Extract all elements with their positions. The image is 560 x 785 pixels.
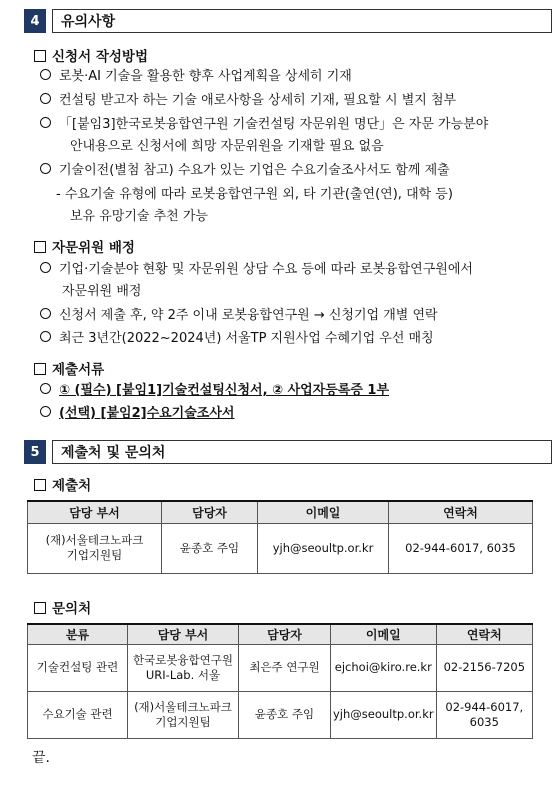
list-item-continuation: 안내용으로 신청서에 희망 자문위원을 기재할 필요 없음: [70, 139, 384, 154]
table-cell: yjh@seoultp.or.kr: [258, 523, 389, 573]
subheading-documents: 제출서류: [34, 358, 104, 378]
checkbox-square-icon: [34, 363, 46, 375]
column-header: 연락처: [436, 624, 532, 644]
circle-bullet-icon: [40, 117, 51, 128]
submission-table: [27, 500, 533, 574]
checkbox-square-icon: [34, 50, 46, 62]
section-number: 4: [24, 9, 46, 33]
table-cell: yjh@seoultp.or.kr: [331, 691, 437, 738]
column-header: 이메일: [258, 501, 389, 523]
circle-bullet-icon: [40, 331, 51, 342]
table-cell: 윤종호 주임: [162, 523, 258, 573]
section-number: 5: [24, 440, 46, 464]
list-item-continuation: 보유 유망기술 추천 가능: [70, 209, 208, 224]
subheading-advisor-assignment: 자문위원 배정: [34, 236, 135, 256]
subheading-inquiry: 문의처: [34, 597, 91, 617]
table-row: [28, 644, 533, 691]
list-item: 기술이전(별첨 참고) 수요가 있는 기업은 수요기술조사서도 함께 제출: [40, 161, 450, 180]
list-item: 「[붙임3]한국로봇융합연구원 기술컨설팅 자문위원 명단」은 자문 가능분야: [40, 115, 488, 134]
column-header: 담당 부서: [128, 624, 239, 644]
list-item: 기업·기술분야 현황 및 자문위원 상담 수요 등에 따라 로봇융합연구원에서: [40, 260, 473, 279]
column-header: 연락처: [389, 501, 533, 523]
column-header: 분류: [28, 624, 128, 644]
column-header: 이메일: [331, 624, 437, 644]
circle-bullet-icon: [40, 262, 51, 273]
table-cell: 02-944-6017, 6035: [436, 691, 532, 738]
table-cell: 수요기술 관련: [28, 691, 128, 738]
table-cell: 윤종호 주임: [239, 691, 331, 738]
section-title: 제출처 및 문의처: [52, 440, 552, 464]
list-item: 최근 3년간(2022~2024년) 서울TP 지원사업 수혜기업 우선 매칭: [40, 329, 434, 348]
table-row: [28, 691, 533, 738]
table-cell: (재)서울테크노파크 기업지원팀: [128, 691, 239, 738]
list-item: (선택) [붙임2]수요기술조사서: [40, 404, 234, 423]
table-cell: 최은주 연구원: [239, 644, 331, 691]
table-cell: 기술컨설팅 관련: [28, 644, 128, 691]
checkbox-square-icon: [34, 479, 46, 491]
column-header: 담당자: [239, 624, 331, 644]
circle-bullet-icon: [40, 93, 51, 104]
section-4-header: [24, 9, 552, 33]
checkbox-square-icon: [34, 241, 46, 253]
table-cell: 02-2156-7205: [436, 644, 532, 691]
circle-bullet-icon: [40, 406, 51, 417]
table-row: [28, 523, 533, 573]
column-header: 담당자: [162, 501, 258, 523]
list-item: 로봇·AI 기술을 활용한 향후 사업계획을 상세히 기재: [40, 67, 352, 86]
list-item: 컨설팅 받고자 하는 기술 애로사항을 상세히 기재, 필요할 시 별지 첨부: [40, 91, 456, 110]
table-cell: ejchoi@kiro.re.kr: [331, 644, 437, 691]
subheading-application-method: 신청서 작성방법: [34, 45, 148, 65]
list-item: 신청서 제출 후, 약 2주 이내 로봇융합연구원 → 신청기업 개별 연락: [40, 306, 438, 325]
column-header: 담당 부서: [28, 501, 162, 523]
section-title: 유의사항: [52, 9, 552, 33]
inquiry-table: [27, 623, 533, 739]
circle-bullet-icon: [40, 69, 51, 80]
table-cell: (재)서울테크노파크 기업지원팀: [28, 523, 162, 573]
table-cell: 02-944-6017, 6035: [389, 523, 533, 573]
list-item: ① (필수) [붙임1]기술컨설팅신청서, ② 사업자등록증 1부: [40, 381, 389, 400]
end-mark: 끝.: [32, 750, 50, 766]
circle-bullet-icon: [40, 163, 51, 174]
list-sub-item: - 수요기술 유형에 따라 로봇융합연구원 외, 타 기관(출연(연), 대학 등): [56, 187, 453, 202]
table-cell: 한국로봇융합연구원 URI-Lab. 서울: [128, 644, 239, 691]
section-5-header: [24, 440, 552, 464]
circle-bullet-icon: [40, 308, 51, 319]
checkbox-square-icon: [34, 602, 46, 614]
list-item-continuation: 자문위원 배정: [62, 284, 142, 299]
circle-bullet-icon: [40, 383, 51, 394]
subheading-submission: 제출처: [34, 474, 91, 494]
